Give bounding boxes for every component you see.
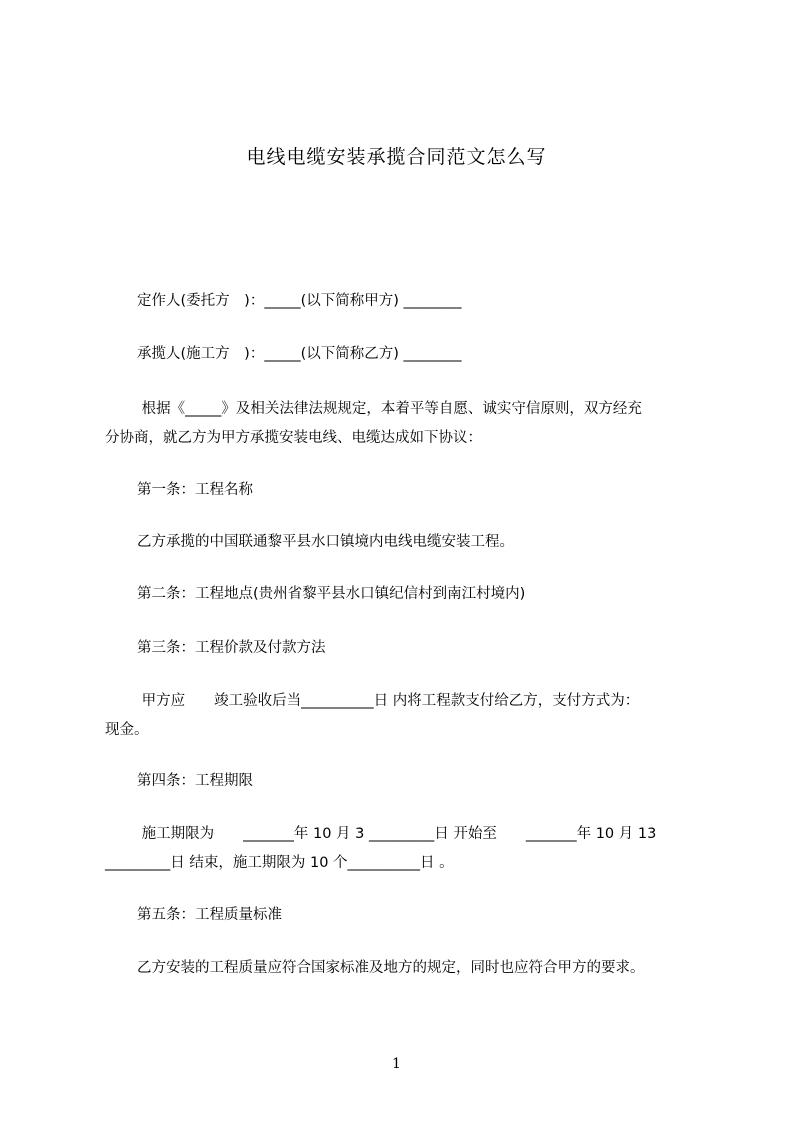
page-number: 1 <box>392 1056 401 1072</box>
article-1-body: 乙方承揽的中国联通黎平县水口镇境内电线电缆安装工程。 <box>137 534 514 550</box>
article-3-line-2: 现金。 <box>105 722 149 738</box>
party-a-line: 定作人(委托方 )：_____(以下简称甲方) ________ <box>137 293 462 309</box>
article-4-line-2: _________日 结束，施工期限为 10 个__________日 。 <box>105 855 454 871</box>
preamble-line-2: 分协商，就乙方为甲方承揽安装电线、电缆达成如下协议： <box>105 430 482 446</box>
article-2-heading: 第二条：工程地点(贵州省黎平县水口镇纪信村到南江村境内) <box>137 586 526 602</box>
article-3-heading: 第三条：工程价款及付款方法 <box>137 640 326 656</box>
article-5-body: 乙方安装的工程质量应符合国家标准及地方的规定，同时也应符合甲方的要求。 <box>137 960 645 976</box>
article-3-line-1: 甲方应 竣工验收后当__________日 内将工程款支付给乙方，支付方式为： <box>137 693 640 709</box>
article-4-line-1: 施工期限为 _______年 10 月 3 _________日 开始至 _______年 10 月 13 <box>137 826 657 842</box>
document-title: 电线电缆安装承揽合同范文怎么写 <box>246 146 547 168</box>
party-b-line: 承揽人(施工方 )：_____(以下简称乙方) ________ <box>137 346 462 362</box>
article-1-heading: 第一条：工程名称 <box>137 482 253 498</box>
article-5-heading: 第五条：工程质量标准 <box>137 907 282 923</box>
preamble-line-1: 根据《_____》及相关法律法规规定，本着平等自愿、诚实守信原则，双方经充 <box>137 401 642 417</box>
article-4-heading: 第四条：工程期限 <box>137 773 253 789</box>
